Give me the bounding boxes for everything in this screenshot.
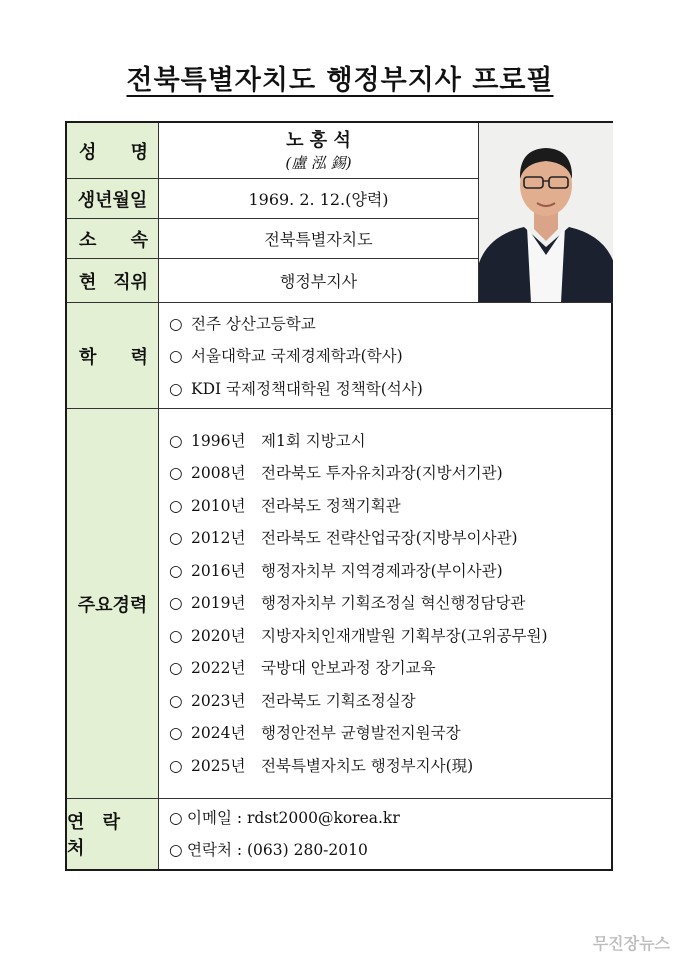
list-item <box>169 340 403 373</box>
birth-value: 1969. 2. 12.(양력) <box>159 179 478 219</box>
list-item <box>169 373 423 406</box>
education-label-char-1: 학 <box>79 346 97 368</box>
affiliation-label <box>67 219 159 259</box>
name-label-char-1: 성 <box>79 141 97 163</box>
profile-table <box>65 121 613 871</box>
person-photo-icon <box>479 123 613 303</box>
circle-bullet-icon: ○ <box>169 756 183 775</box>
affiliation-label-char-1: 소 <box>79 229 97 251</box>
circle-bullet-icon: ○ <box>169 464 183 483</box>
circle-bullet-icon: ○ <box>169 626 183 645</box>
career-text: 제1회 지방고시 <box>261 431 366 450</box>
career-text: 전북특별자치도 행정부지사(現) <box>261 756 474 775</box>
list-item <box>169 717 461 750</box>
circle-bullet-icon: ○ <box>169 529 183 548</box>
watermark-logo: 무진장뉴스 <box>592 934 670 953</box>
affiliation-label-char-2: 속 <box>130 229 148 251</box>
career-year: 2012년 <box>191 529 246 548</box>
career-year: 2016년 <box>191 561 246 580</box>
circle-bullet-icon: ○ <box>169 347 183 366</box>
list-item <box>169 652 436 685</box>
name-value-cell <box>159 123 478 179</box>
career-text: 전라북도 투자유치과장(지방서기관) <box>261 464 503 483</box>
list-item <box>169 834 368 867</box>
profile-photo <box>478 123 613 303</box>
circle-bullet-icon: ○ <box>169 561 183 580</box>
name-label <box>67 123 159 179</box>
list-item <box>169 308 316 341</box>
circle-bullet-icon: ○ <box>169 841 183 859</box>
career-text: 전라북도 기획조정실장 <box>261 691 416 710</box>
circle-bullet-icon: ○ <box>169 314 183 333</box>
circle-bullet-icon: ○ <box>169 691 183 710</box>
career-year: 1996년 <box>191 431 246 450</box>
education-list <box>159 303 613 409</box>
list-item <box>169 425 366 458</box>
contact-label: 연 락 처 <box>67 799 159 869</box>
list-item <box>169 750 473 783</box>
page-title: 전북특별자치도 행정부지사 프로필 <box>126 65 554 96</box>
list-item <box>169 522 518 555</box>
education-label-char-2: 력 <box>130 346 148 368</box>
education-item: 전주 상산고등학교 <box>191 314 316 333</box>
career-text: 행정자치부 기획조정실 혁신행정담당관 <box>261 594 526 613</box>
career-text: 전라북도 전략산업국장(지방부이사관) <box>261 529 518 548</box>
position-value: 행정부지사 <box>159 259 478 303</box>
career-text: 전라북도 정책기획관 <box>261 496 401 515</box>
career-text: 행정안전부 균형발전지원국장 <box>261 724 461 743</box>
career-year: 2008년 <box>191 464 246 483</box>
circle-bullet-icon: ○ <box>169 496 183 515</box>
career-text: 지방자치인재개발원 기획부장(고위공무원) <box>261 626 548 645</box>
affiliation-value: 전북특별자치도 <box>159 219 478 259</box>
career-year: 2020년 <box>191 626 246 645</box>
education-item: 서울대학교 국제경제학과(학사) <box>191 347 403 366</box>
circle-bullet-icon: ○ <box>169 659 183 678</box>
career-year: 2019년 <box>191 594 246 613</box>
position-label-char-2: 직위 <box>113 271 148 293</box>
position-label-char-1: 현 <box>79 271 97 293</box>
career-text: 국방대 안보과정 장기교육 <box>261 659 436 678</box>
circle-bullet-icon: ○ <box>169 724 183 743</box>
career-year: 2025년 <box>191 756 246 775</box>
education-label <box>67 303 159 409</box>
name-hanja: (盧 泓 錫) <box>285 153 352 172</box>
name-label-char-2: 명 <box>130 141 148 163</box>
career-year: 2024년 <box>191 724 246 743</box>
list-item <box>169 685 416 718</box>
list-item <box>169 620 548 653</box>
contact-email: 이메일 : rdst2000@korea.kr <box>187 808 400 827</box>
career-label: 주요경력 <box>67 409 159 799</box>
education-item: KDI 국제정책대학원 정책학(석사) <box>191 379 423 398</box>
career-year: 2010년 <box>191 496 246 515</box>
career-list <box>159 409 613 799</box>
circle-bullet-icon: ○ <box>169 431 183 450</box>
circle-bullet-icon: ○ <box>169 379 183 398</box>
list-item <box>169 457 503 490</box>
position-label <box>67 259 159 303</box>
birth-label: 생년월일 <box>67 179 159 219</box>
list-item <box>169 490 401 523</box>
contact-phone: 연락처 : (063) 280-2010 <box>187 841 368 859</box>
list-item <box>169 587 525 620</box>
career-year: 2023년 <box>191 691 246 710</box>
name-value: 노 홍 석 <box>286 129 351 151</box>
contact-list <box>159 799 613 869</box>
circle-bullet-icon: ○ <box>169 808 183 827</box>
career-year: 2022년 <box>191 659 246 678</box>
list-item <box>169 802 400 835</box>
circle-bullet-icon: ○ <box>169 594 183 613</box>
list-item <box>169 555 503 588</box>
career-text: 행정자치부 지역경제과장(부이사관) <box>261 561 503 580</box>
